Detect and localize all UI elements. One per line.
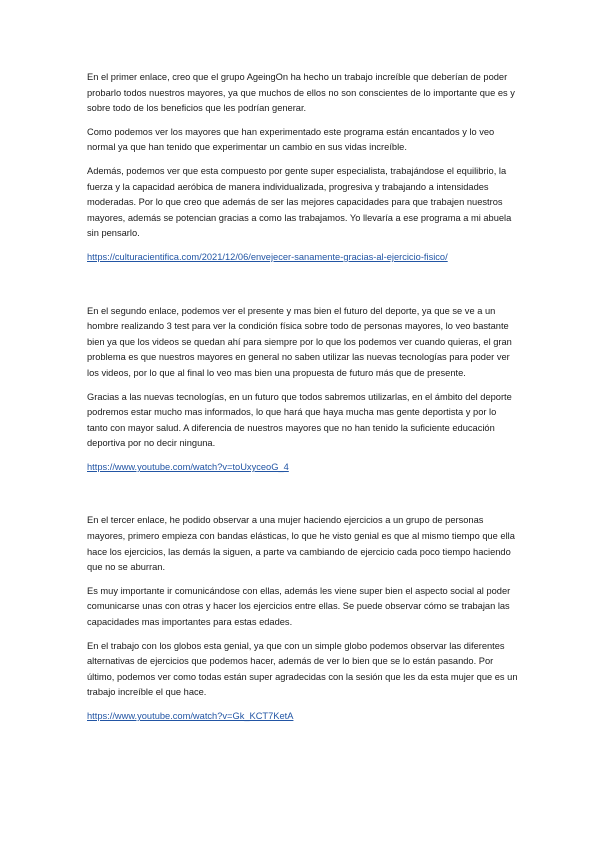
link-row: [87, 460, 519, 476]
paragraph: En el trabajo con los globos esta genial, ya que con un simple globo podemos observar las diferentes alternativas de ejercicios que podemos hacer, además de ver lo bien que se lo están pasando. Por último, podemos ver como todas están super agradecidas con la sesión que les da esta mujer que es un trabajo increíble el que hace.: [87, 640, 518, 698]
culturacientifica-link[interactable]: https://culturacientifica.com/2021/12/06/envejecer-sanamente-gracias-al-ejercicio-fisico/: [87, 251, 448, 262]
paragraph: En el primer enlace, creo que el grupo AgeingOn ha hecho un trabajo increíble que deberían de poder probarlo todos nuestros mayores, ya que muchos de ellos no son conscientes de lo importante que es y sobre todo de los beneficios que les podrían generar.: [87, 72, 515, 114]
section-spacer: [87, 266, 519, 304]
section-second-link: [87, 304, 519, 476]
paragraph: En el tercer enlace, he podido observar a una mujer haciendo ejercicios a un grupo de personas mayores, primero empieza con bandas elásticas, lo que he visto genial es que al mismo tiempo que ella hace los ejercicios, las demás la siguen, a parte va cambiando de ejercicio cada poco tiempo haciendo que no se aburran.: [87, 515, 515, 573]
paragraph: En el segundo enlace, podemos ver el presente y mas bien el futuro del deporte, ya que se ve a un hombre realizando 3 test para ver la condición física sobre todo de personas mayores, lo veo bastante bien ya que los videos se quedan ahí para siempre por lo que los podemos ver cuando quieras, el gran problema es que nuestros mayores en general no saben utilizar las nuevas tecnologías para poder ver los videos, por lo que al final lo veo mas bien una propuesta de futuro más que de presente.: [87, 305, 512, 378]
link-row: [87, 250, 519, 266]
section-first-link: [87, 70, 519, 266]
link-row: [87, 709, 519, 725]
section-third-link: [87, 513, 519, 724]
document-body: [87, 70, 519, 725]
youtube-link-exercises[interactable]: https://www.youtube.com/watch?v=Gk_KCT7KetA: [87, 711, 294, 721]
youtube-link-tests[interactable]: https://www.youtube.com/watch?v=toUxyceoG_4: [87, 461, 289, 472]
paragraph: Es muy importante ir comunicándose con ellas, además les viene super bien el aspecto social al poder comunicarse unas con otras y hacer los ejercicios entre ellas. Se puede observar cómo se trabajan las capacidades mas importantes para estas edades.: [87, 585, 511, 628]
paragraph: Además, podemos ver que esta compuesto por gente super especialista, trabajándose el equilibrio, la fuerza y la capacidad aeróbica de manera individualizada, progresiva y trabajando a intensidades moderadas. Por lo que creo que además de ser las mejores capacidades para que trabajen nuestros mayores, además se potencian gracias a como las trabajamos. Yo llevaría a ese programa a mi abuela sin pensarlo.: [87, 165, 512, 239]
paragraph: Gracias a las nuevas tecnologías, en un futuro que todos sabremos utilizarlas, en el ámbito del deporte podremos estar mucho mas informados, lo que hará que haya mucha mas gente deportista y por lo tanto con mayor salud. A diferencia de nuestros mayores que no han tenido la suficiente educación deportiva por no decir ninguna.: [87, 391, 512, 449]
section-spacer: [87, 475, 519, 513]
paragraph: Como podemos ver los mayores que han experimentado este programa están encantados y lo veo normal ya que han tenido que experimentar un cambio en sus vidas increíble.: [87, 126, 495, 153]
